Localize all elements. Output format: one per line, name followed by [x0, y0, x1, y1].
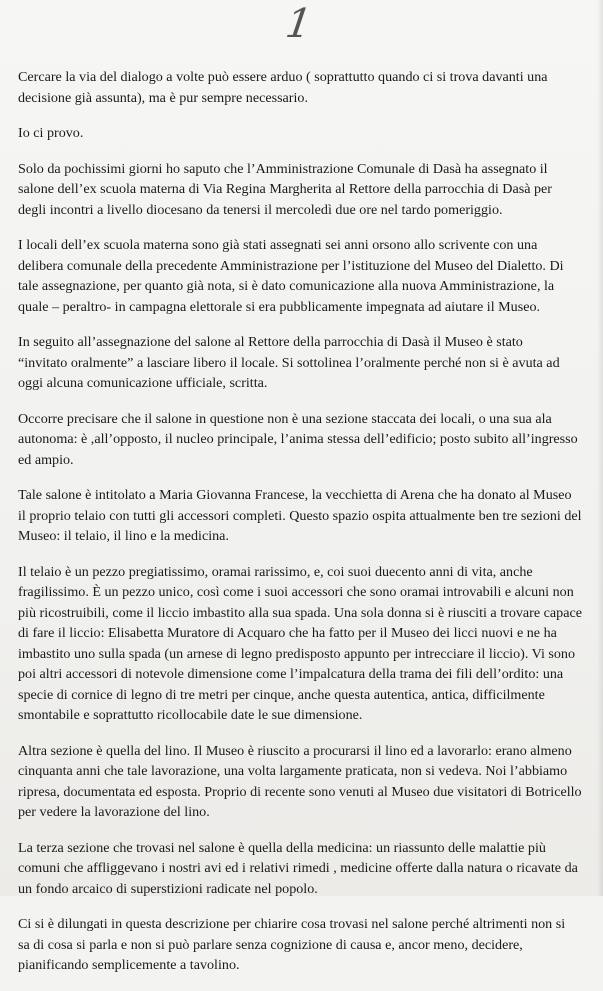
text-line: Ci si è dilungati in questa descrizione per chiarire cosa trovasi nel salone perché altrimenti non si: [18, 916, 566, 932]
text-line: sa di cosa si parla e non si può parlare senza cognizione di causa e, ancor meno, decidere,: [18, 936, 523, 953]
text-line: ripresa, documentata ed esposta. Proprio di recente sono venuti al Museo due visitatori di Botricello: [18, 783, 582, 800]
text-line: un fondo arcaico di superstizioni radicate nel popolo.: [18, 880, 318, 897]
text-line: il proprio telaio con tutti gli accessori completi. Questo spazio ospita attualmente ben tre sezioni del: [18, 507, 582, 524]
text-line: di fare il liccio: Elisabetta Muratore di Acquaro che ha fatto per il Museo dei licci nuovi e ne ha: [18, 625, 557, 641]
text-line: cinquanta anni che tale lavorazione, una volta largamente praticata, non si vedeva. Noi l’abbiamo: [18, 763, 568, 779]
paragraph-7: [18, 485, 596, 547]
text-line: specie di cornice di legno di tre metri per cinque, anche questa autentica, antica, difficilmente: [18, 686, 545, 703]
text-line: delibera comunale della precedente Amministrazione per l’istituzione del Museo del Dialetto. Di: [18, 257, 564, 274]
text-line: per vedere la lavorazione del lino.: [18, 804, 210, 820]
paragraph-2: [18, 123, 596, 144]
paragraph-11: [18, 914, 596, 976]
paragraph-9: [18, 741, 596, 823]
scan-edge-shadow: [597, 0, 603, 896]
text-line: degli incontri a livello diocesano da tenersi il mercoledì due ore nel tardo pomeriggio.: [18, 201, 503, 218]
text-line: Solo da pochissimi giorni ho saputo che l’Amministrazione Comunale di Dasà ha assegnato il: [18, 160, 548, 177]
text-line: decisione già assunta), ma è pur sempre necessario.: [18, 89, 308, 106]
text-line: oggi alcuna comunicazione ufficiale, scritta.: [18, 375, 268, 391]
paragraph-8: [18, 562, 596, 726]
text-line: fragilissimo. È un pezzo unico, così come i suoi accessori che sono oramai introvabili e alcuni non: [18, 584, 574, 600]
text-line: Occorre precisare che il salone in questione non è una sezione staccata dei locali, o una sua ala: [18, 410, 552, 427]
text-line: Museo: il telaio, il lino e la medicina.: [18, 528, 229, 544]
text-line: pianificando semplicemente a tavolino.: [18, 957, 240, 973]
page-number: 1: [282, 1, 315, 47]
text-line: Il telaio è un pezzo pregiatissimo, oramai rarissimo, e, coi suoi duecento anni di vita, anche: [18, 563, 533, 580]
text-line: smontabile e soprattutto ricollocabile date le sue dimensione.: [18, 707, 363, 723]
paragraph-4: [18, 235, 596, 317]
paragraph-1: [18, 67, 596, 108]
text-line: “invitato oralmente” a lasciare libero il locale. Si sottolinea l’oralmente perché non si è avuta ad: [18, 354, 560, 371]
text-line: ed ampio.: [18, 451, 74, 468]
text-line: Tale salone è intitolato a Maria Giovanna Francese, la vecchietta di Arena che ha donato al Museo: [18, 487, 572, 503]
paragraph-5: [18, 332, 596, 394]
text-line: In seguito all’assegnazione del salone al Rettore della parrocchia di Dasà il Museo è stato: [18, 334, 523, 350]
text-line: comuni che affliggevano i nostri avi ed i relativi rimedi , medicine offerte dalla natura o ricavate da: [18, 860, 578, 876]
paragraph-3: [18, 159, 596, 221]
text-line: salone dell’ex scuola materna di Via Regina Margherita al Rettore della parrocchia di Dasà per: [18, 181, 552, 197]
text-line: La terza sezione che trovasi nel salone è quella della medicina: un riassunto delle malattie più: [18, 839, 546, 856]
text-line: quale – peraltro- in campagna elettorale si era pubblicamente impegnata ad aiutare il Museo.: [18, 298, 541, 315]
text-line: I locali dell’ex scuola materna sono già stati assegnati sei anni orsono allo scrivente con una: [18, 237, 538, 253]
document-body: [18, 67, 596, 991]
text-line: Io ci provo.: [18, 125, 84, 141]
text-line: più ricostruibili, come il liccio imbastito alla sua spada. Una sola donna si è riusciti a trovare capace: [18, 604, 582, 621]
text-line: Altra sezione è quella del lino. Il Museo è riuscito a procurarsi il lino ed a lavorarlo: erano almeno: [18, 742, 572, 759]
text-line: imbastito uno sulla spada (un arnese di legno predisposto appunto per intrecciare il liccio). Vi sono: [18, 645, 576, 662]
paragraph-6: [18, 409, 596, 471]
text-line: tale assegnazione, per quanto già nota, si è dato comunicazione alla nuova Amministrazione, la: [18, 278, 555, 294]
paragraph-10: [18, 838, 596, 900]
text-line: poi altri accessori di notevole dimensione come l’impalcatura della trama dei fili dell’ordito: una: [18, 666, 564, 682]
text-line: Cercare la via del dialogo a volte può essere arduo ( soprattutto quando ci si trova davanti una: [18, 69, 548, 85]
text-line: autonoma: è ,all’opposto, il nucleo principale, l’anima stessa dell’edificio; posto subito all’ingresso: [18, 431, 578, 447]
